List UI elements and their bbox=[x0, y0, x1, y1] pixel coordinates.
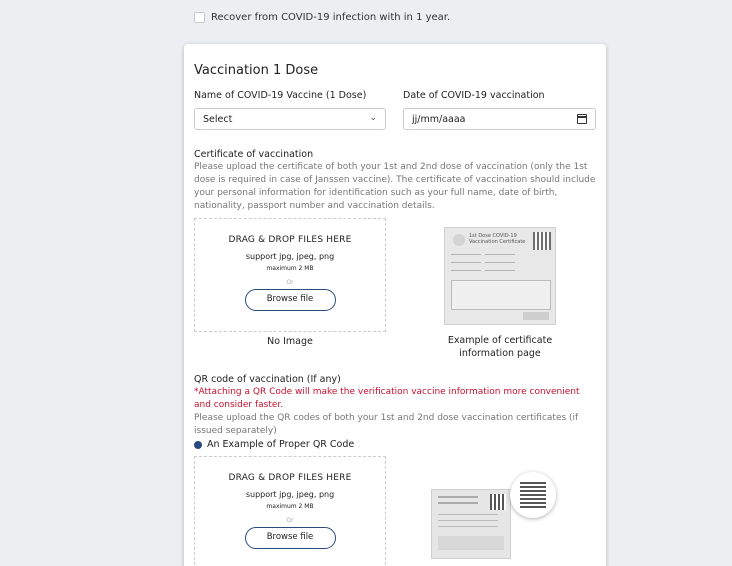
qr-notice: *Attaching a QR Code will make the verification vaccine information more convenient and consider faster. bbox=[194, 387, 580, 410]
dropzone-max: maximum 2 MB bbox=[266, 265, 314, 272]
vaccine-select-value: Select bbox=[203, 114, 233, 125]
dropzone-support: support jpg, jpeg, png bbox=[245, 252, 335, 261]
vaccine-name-label: Name of COVID-19 Vaccine (1 Dose) bbox=[194, 90, 367, 101]
certificate-example-caption: Example of certificate information page bbox=[447, 335, 553, 359]
qr-example-link[interactable]: An Example of Proper QR Code bbox=[194, 439, 354, 450]
dropzone-or: Or bbox=[286, 517, 294, 524]
chevron-down-icon: ⌄ bbox=[369, 113, 377, 123]
example-button bbox=[523, 312, 549, 320]
calendar-icon[interactable] bbox=[577, 114, 587, 124]
bullet-icon bbox=[194, 441, 202, 449]
certificate-label: Certificate of vaccination bbox=[194, 149, 314, 160]
no-image-text: No Image bbox=[267, 336, 313, 347]
vaccination-card bbox=[184, 44, 606, 566]
qr-zoom-bubble bbox=[510, 472, 556, 518]
qr-description: Please upload the QR codes of both your 1st and 2nd dose vaccination certificates (if issued separately) bbox=[194, 413, 579, 436]
qr-label: QR code of vaccination (If any) bbox=[194, 374, 341, 385]
qr-code-icon bbox=[490, 494, 506, 510]
certificate-description: Please upload the certificate of both your 1st and 2nd dose of vaccination (only the 1st dose is required in case of Janssen vaccine). The certificate of vaccination should include your personal information for identification such as your full name, date of birth, nationality, passport number and vaccination details. bbox=[194, 162, 596, 211]
recover-checkbox-label: Recover from COVID-19 infection with in 1 year. bbox=[211, 12, 451, 23]
dropzone-or: Or bbox=[286, 279, 294, 286]
vaccine-select[interactable] bbox=[194, 108, 386, 130]
example-image-title: 1st Dose COVID-19 Vaccination Certificate bbox=[469, 233, 526, 245]
qr-dropzone[interactable] bbox=[194, 456, 386, 566]
seal-icon bbox=[453, 234, 465, 246]
dropzone-title: DRAG & DROP FILES HERE bbox=[228, 235, 352, 245]
qr-example-image bbox=[431, 489, 511, 559]
certificate-dropzone[interactable] bbox=[194, 218, 386, 332]
section-title: Vaccination 1 Dose bbox=[194, 63, 319, 78]
dropzone-max: maximum 2 MB bbox=[266, 503, 314, 510]
qr-code-icon bbox=[533, 232, 551, 250]
vaccination-date-label: Date of COVID-19 vaccination bbox=[403, 90, 545, 101]
recover-checkbox[interactable] bbox=[194, 12, 205, 23]
recover-checkbox-row[interactable] bbox=[194, 12, 450, 23]
vaccination-date-input[interactable] bbox=[403, 108, 596, 130]
example-table bbox=[451, 280, 551, 310]
dropzone-title: DRAG & DROP FILES HERE bbox=[228, 473, 352, 483]
qr-browse-button[interactable]: Browse file bbox=[245, 527, 336, 549]
dropzone-support: support jpg, jpeg, png bbox=[245, 490, 335, 499]
qr-code-icon bbox=[520, 482, 546, 508]
vaccination-date-value: jj/mm/aaaa bbox=[412, 114, 466, 125]
certificate-example-image bbox=[444, 227, 556, 325]
certificate-browse-button[interactable]: Browse file bbox=[245, 289, 336, 311]
